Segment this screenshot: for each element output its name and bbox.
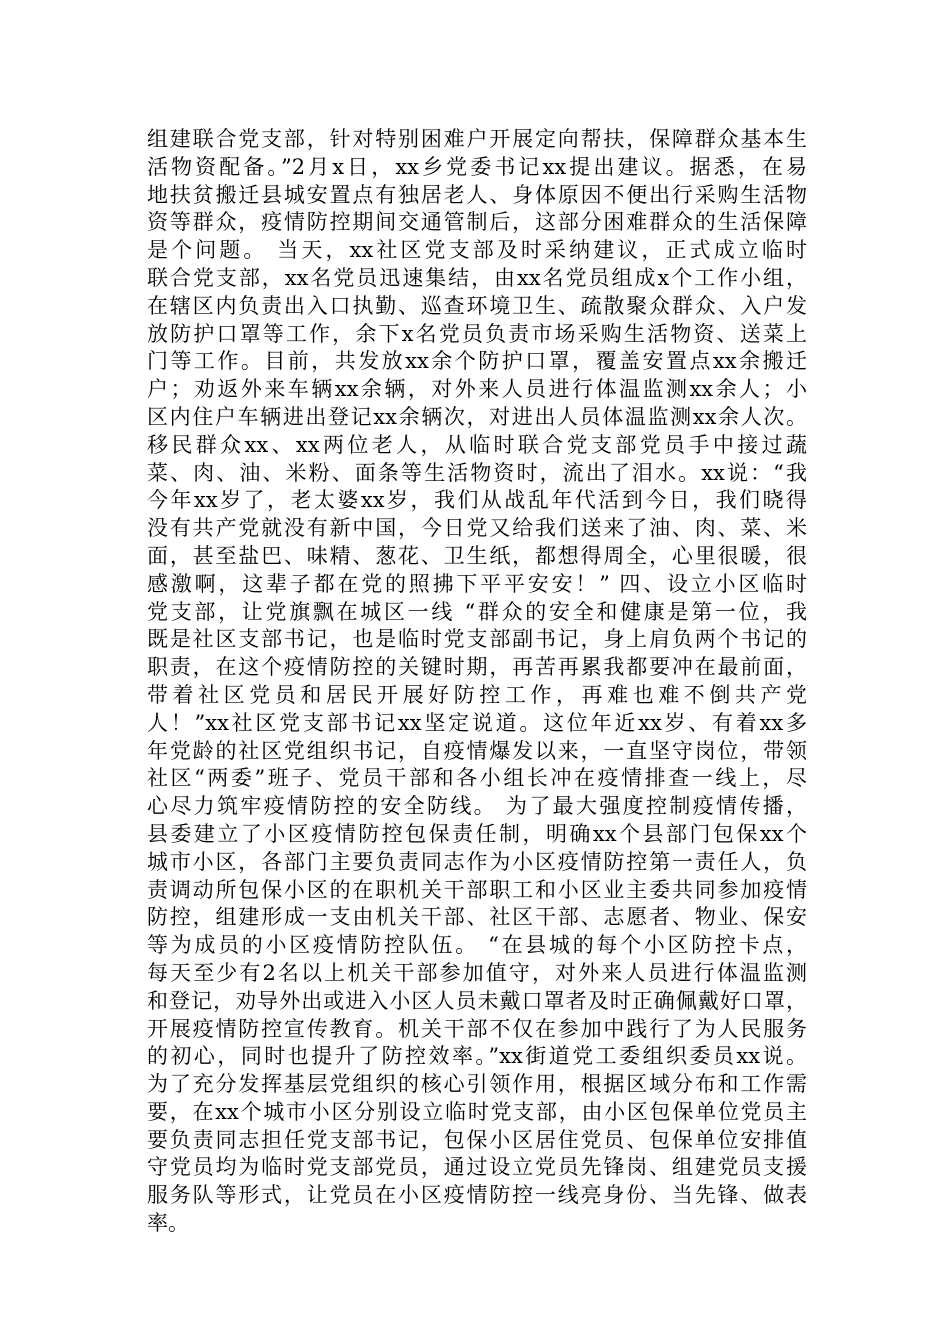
text-line: 为了充分发挥基层党组织的核心引领作用，根据区域分布和工作需: [147, 1072, 807, 1097]
text-line: 感激啊，这辈子都在党的照拂下平平安安！” 四、设立小区临时: [147, 571, 807, 596]
text-line: 和登记，劝导外出或进入小区人员未戴口罩者及时正确佩戴好口罩，: [147, 988, 807, 1013]
text-line: 开展疫情防控宣传教育。机关干部不仅在参加中践行了为人民服务: [147, 1016, 807, 1041]
text-line: 菜、肉、油、米粉、面条等生活物资时，流出了泪水。xx说：“我: [147, 460, 807, 485]
text-line: 是个问题。 当天，xx社区党支部及时采纳建议，正式成立临时: [147, 238, 807, 263]
text-line: 联合党支部，xx名党员迅速集结，由xx名党员组成x个工作小组，: [147, 265, 807, 290]
text-line: 等为成员的小区疫情防控队伍。 “在县城的每个小区防控卡点，: [147, 933, 807, 958]
text-line: 心尽力筑牢疫情防控的安全防线。 为了最大强度控制疫情传播，: [147, 794, 807, 819]
text-line: 要负责同志担任党支部书记，包保小区居住党员、包保单位安排值: [147, 1127, 807, 1152]
text-line: 门等工作。目前，共发放xx余个防护口罩，覆盖安置点xx余搬迁: [147, 349, 807, 374]
document-body-text: [147, 126, 807, 1238]
text-line: 每天至少有2名以上机关干部参加值守，对外来人员进行体温监测: [147, 960, 807, 985]
text-line: 既是社区支部书记，也是临时党支部副书记，身上肩负两个书记的: [147, 627, 807, 652]
text-line: 率。: [147, 1211, 189, 1236]
text-line: 党支部，让党旗飘在城区一线 “群众的安全和健康是第一位，我: [147, 599, 807, 624]
text-line: 面，甚至盐巴、味精、葱花、卫生纸，都想得周全，心里很暖，很: [147, 543, 807, 568]
text-line: 人！”xx社区党支部书记xx坚定说道。这位年近xx岁、有着xx多: [147, 710, 807, 735]
text-line: 防控，组建形成一支由机关干部、社区干部、志愿者、物业、保安: [147, 905, 807, 930]
text-line: 资等群众，疫情防控期间交通管制后，这部分困难群众的生活保障: [147, 210, 807, 235]
text-line: 区内住户车辆进出登记xx余辆次，对进出人员体温监测xx余人次。: [147, 404, 807, 429]
text-line: 职责，在这个疫情防控的关键时期，再苦再累我都要冲在最前面，: [147, 655, 807, 680]
text-line: 年党龄的社区党组织书记，自疫情爆发以来，一直坚守岗位，带领: [147, 738, 807, 763]
text-line: 今年xx岁了，老太婆xx岁，我们从战乱年代活到今日，我们晓得: [147, 488, 807, 513]
text-line: 地扶贫搬迁县城安置点有独居老人、身体原因不便出行采购生活物: [147, 182, 807, 207]
text-line: 县委建立了小区疫情防控包保责任制，明确xx个县部门包保xx个: [147, 821, 807, 846]
text-line: 城市小区，各部门主要负责同志作为小区疫情防控第一责任人，负: [147, 849, 807, 874]
text-line: 没有共产党就没有新中国，今日党又给我们送来了油、肉、菜、米: [147, 516, 807, 541]
text-line: 户；劝返外来车辆xx余辆，对外来人员进行体温监测xx余人；小: [147, 377, 807, 402]
text-line: 守党员均为临时党支部党员，通过设立党员先锋岗、组建党员支援: [147, 1155, 807, 1180]
text-line: 社区“两委”班子、党员干部和各小组长冲在疫情排查一线上，尽: [147, 766, 807, 791]
text-line: 组建联合党支部，针对特别困难户开展定向帮扶，保障群众基本生: [147, 127, 807, 151]
text-line: 的初心，同时也提升了防控效率。”xx街道党工委组织委员xx说。: [147, 1044, 807, 1069]
text-line: 服务队等形式，让党员在小区疫情防控一线亮身份、当先锋、做表: [147, 1183, 807, 1208]
text-line: 放防护口罩等工作，余下x名党员负责市场采购生活物资、送菜上: [147, 321, 807, 346]
text-line: 在辖区内负责出入口执勤、巡查环境卫生、疏散聚众群众、入户发: [147, 293, 807, 318]
text-line: 活物资配备。”2月x日，xx乡党委书记xx提出建议。据悉，在易: [147, 154, 807, 179]
text-line: 责调动所包保小区的在职机关干部职工和小区业主委共同参加疫情: [147, 877, 807, 902]
text-line: 带着社区党员和居民开展好防控工作，再难也难不倒共产党: [147, 682, 807, 707]
text-line: 要，在xx个城市小区分别设立临时党支部，由小区包保单位党员主: [147, 1099, 807, 1124]
text-line: 移民群众xx、xx两位老人，从临时联合党支部党员手中接过蔬: [147, 432, 807, 457]
